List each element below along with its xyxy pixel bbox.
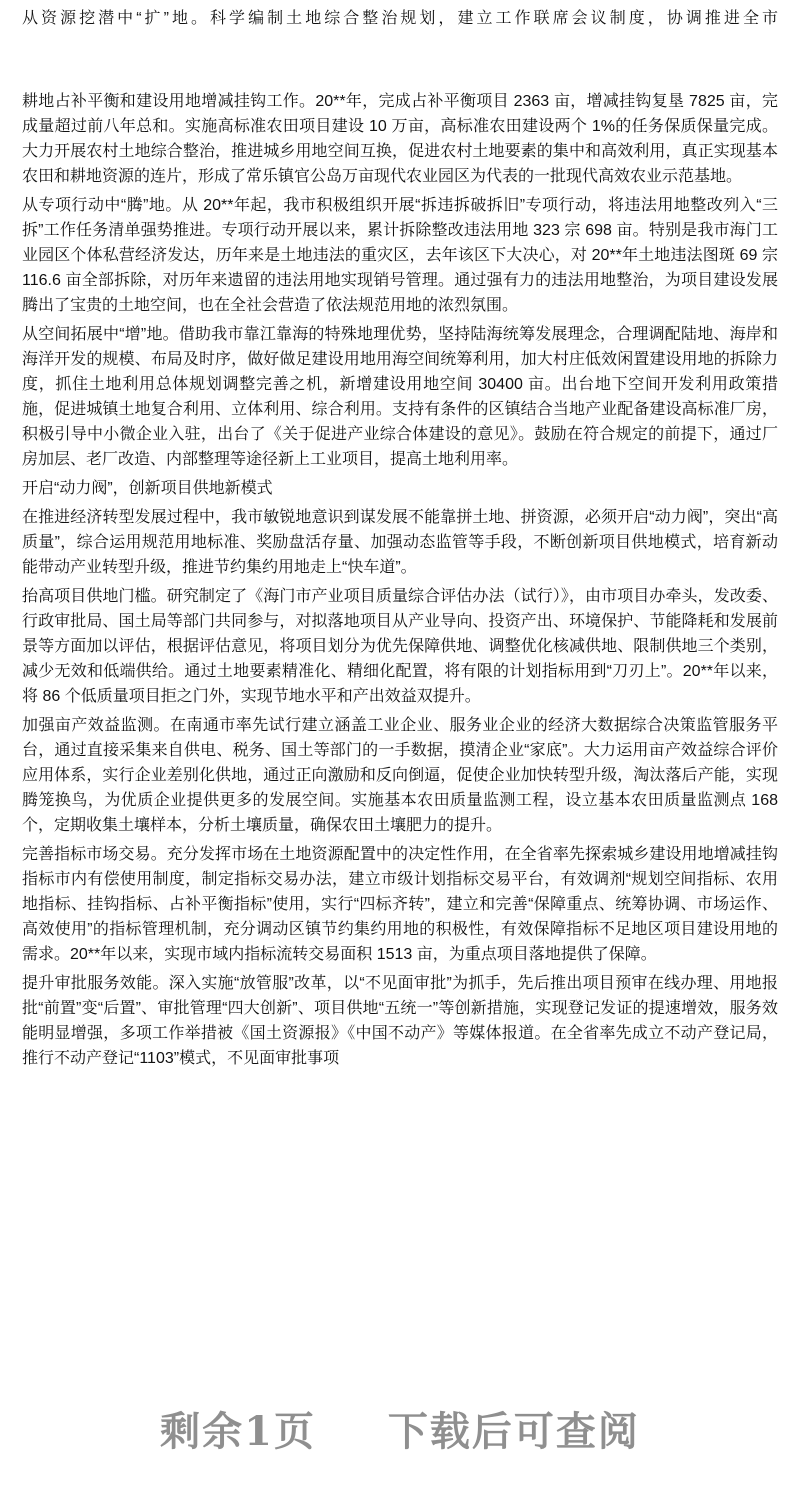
download-to-view-label: 下载后可查阅 bbox=[387, 1408, 640, 1455]
paragraph: 抬高项目供地门槛。研究制定了《海门市产业项目质量综合评估办法（试行）》，由市项目办牵头，发改委、行政审批局、国土局等部门共同参与，对拟落地项目从产业导向、投资产出、环境保护、节能降耗和发展前景等方面加以评估，根据评估意见，将项目划分为优先保障供地、调整优化核减供地、限制供地三个类别，减少无效和低端供给。通过土地要素精准化、精细化配置，将有限的计划指标用到“刀刃上”。20**年以来，将 86 个低质量项目拒之门外，实现节地水平和产出效益双提升。 bbox=[22, 588, 778, 705]
carryover-line: 从资源挖潜中“扩”地。科学编制土地综合整治规划，建立工作联席会议制度，协调推进全市 bbox=[22, 10, 778, 27]
paragraph: 耕地占补平衡和建设用地增减挂钩工作。20**年，完成占补平衡项目 2363 亩，增减挂钩复垦 7825 亩，完成量超过前八年总和。实施高标准农田项目建设 10 万亩，高标准农田建设两个 1%的任务保质保量完成。大力开展农村土地综合整治，推进城乡用地空间互换，促进农村土地要素的集中和高效利用，真正实现基本农田和耕地资源的连片，形成了常乐镇官公岛万亩现代农业园区为代表的一批现代高效农业示范基地。 bbox=[22, 93, 778, 185]
document-body bbox=[22, 89, 778, 1071]
paragraph: 提升审批服务效能。深入实施“放管服”改革，以“不见面审批”为抓手，先后推出项目预审在线办理、用地报批“前置”变“后置”、审批管理“四大创新”、项目供地“五统一”等创新措施，实现登记发证的提速增效，服务效能明显增强，多项工作举措被《国土资源报》《中国不动产》等媒体报道。在全省率先成立不动产登记局，推行不动产登记“1103”模式，不见面审批事项 bbox=[22, 975, 778, 1067]
section-heading: 开启“动力阀”，创新项目供地新模式 bbox=[22, 480, 273, 497]
download-hint bbox=[0, 1400, 800, 1457]
paragraph: 完善指标市场交易。充分发挥市场在土地资源配置中的决定性作用，在全省率先探索城乡建设用地增减挂钩指标市内有偿使用制度，制定指标交易办法，建立市级计划指标交易平台，有效调剂“规划空间指标、农用地指标、挂钩指标、占补平衡指标”使用，实行“四标齐转”，建立和完善“保障重点、统筹协调、市场运作、高效使用”的指标管理机制，充分调动区镇节约集约用地的积极性，有效保障指标不足地区项目建设用地的需求。20**年以来，实现市域内指标流转交易面积 1513 亩，为重点项目落地提供了保障。 bbox=[22, 846, 778, 963]
pages-remaining-label: 剩余1页 bbox=[160, 1408, 316, 1455]
paragraph: 从专项行动中“腾”地。从 20**年起，我市积极组织开展“拆违拆破拆旧”专项行动，将违法用地整改列入“三拆”工作任务清单强势推进。专项行动开展以来，累计拆除整改违法用地 323 宗 698 亩。特别是我市海门工业园区个体私营经济发达，历年来是土地违法的重灾区，去年该区下大决心，对 20**年土地违法图斑 69 宗 116.6 亩全部拆除，对历年来遗留的违法用地实现销号管理。通过强有力的违法用地整治，为项目建设发展腾出了宝贵的土地空间，也在全社会营造了依法规范用地的浓烈氛围。 bbox=[22, 197, 778, 314]
paragraph: 在推进经济转型发展过程中，我市敏锐地意识到谋发展不能靠拼土地、拼资源，必须开启“动力阀”，突出“高质量”，综合运用规范用地标准、奖励盘活存量、加强动态监管等手段，不断创新项目供地模式，培育新动能带动产业转型升级，推进节约集约用地走上“快车道”。 bbox=[22, 509, 778, 576]
paragraph: 加强亩产效益监测。在南通市率先试行建立涵盖工业企业、服务业企业的经济大数据综合决策监管服务平台，通过直接采集来自供电、税务、国土等部门的一手数据，摸清企业“家底”。大力运用亩产效益综合评价应用体系，实行企业差别化供地，通过正向激励和反向倒逼，促使企业加快转型升级，淘汰落后产能，实现腾笼换鸟，为优质企业提供更多的发展空间。实施基本农田质量监测工程，设立基本农田质量监测点 168 个，定期收集土壤样本，分析土壤质量，确保农田土壤肥力的提升。 bbox=[22, 717, 778, 834]
paragraph: 从空间拓展中“增”地。借助我市靠江靠海的特殊地理优势，坚持陆海统筹发展理念，合理调配陆地、海岸和海洋开发的规模、布局及时序，做好做足建设用地用海空间统筹利用，加大村庄低效闲置建设用地的拆除力度，抓住土地利用总体规划调整完善之机，新增建设用地空间 30400 亩。出台地下空间开发利用政策措施，促进城镇土地复合利用、立体利用、综合利用。支持有条件的区镇结合当地产业配备建设高标准厂房，积极引导中小微企业入驻，出台了《关于促进产业综合体建设的意见》。鼓励在符合规定的前提下，通过厂房加层、老厂改造、内部整理等途径新上工业项目，提高土地利用率。 bbox=[22, 326, 778, 468]
